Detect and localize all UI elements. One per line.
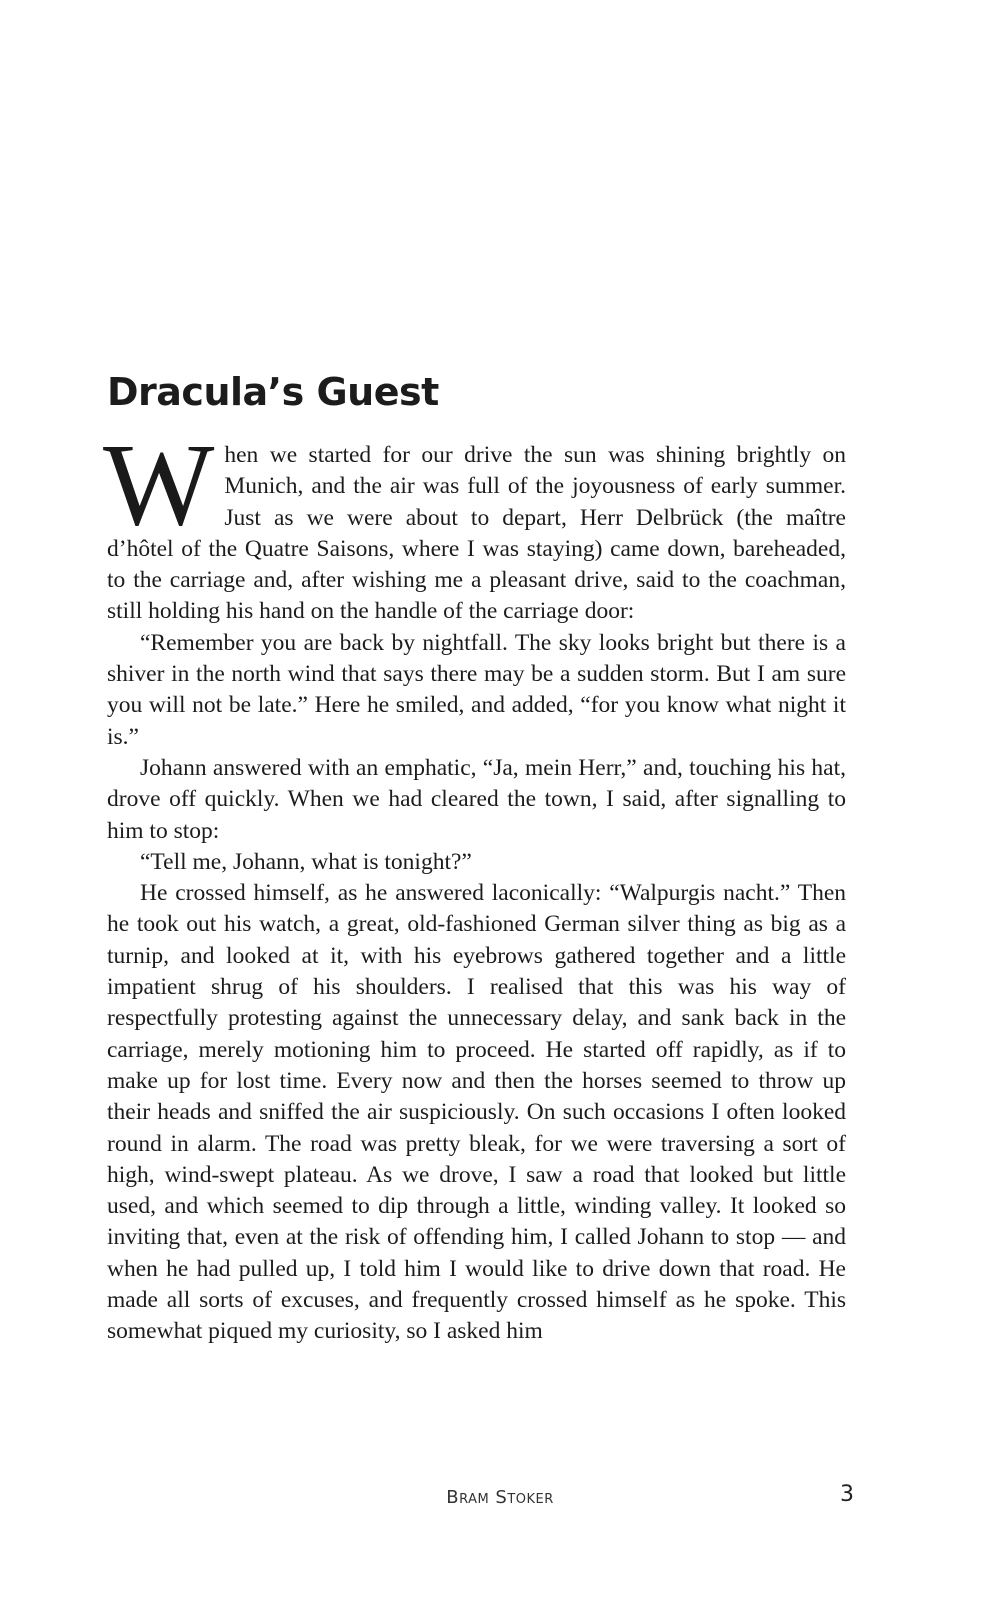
opening-paragraph-text: hen we started for our drive the sun was shining brightly on Munich, and the air was full of the joyousness of early summer. Just as we were about to depart, Herr Delbrück (the maître d’hôtel of the Quatre Saisons, where I was staying) came down, bareheaded, to the carriage and, after wishing me a pleasant drive, said to the coachman, still holding his hand on the handle of the carriage door: [107,442,846,625]
paragraph: “Tell me, Johann, what is tonight?” [140,848,472,875]
running-footer-author: Bram Stoker [446,1487,554,1508]
paragraph: “Remember you are back by nightfall. The sky looks bright but there is a shiver in the north wind that says there may be a sudden storm. But I am sure you will not be late.” Here he smiled, and added, “for you know what night it is.” [107,629,846,750]
chapter-title: Dracula’s Guest [107,370,439,414]
page-number: 3 [840,1482,854,1507]
paragraph: He crossed himself, as he answered laconically: “Walpurgis nacht.” Then he took out his watch, a great, old-fashioned German silver thing as big as a turnip, and looked at it, with his eyebrows gathered together and a little impatient shrug of his shoulders. I realised that this was his way of respectfully protesting against the unnecessary delay, and sank back in the carriage, merely motioning him to proceed. He started off rapidly, as if to make up for lost time. Every now and then the horses seemed to throw up their heads and sniffed the air suspiciously. On such occasions I often looked round in alarm. The road was pretty bleak, for we were traversing a sort of high, wind-swept plateau. As we drove, I saw a road that looked but little used, and which seemed to dip through a little, winding valley. It looked so inviting that, even at the risk of offending him, I called Johann to stop — and when he had pulled up, I told him I would like to drive down that road. He made all sorts of excuses, and frequently crossed himself as he spoke. This somewhat piqued my curiosity, so I asked him [107,880,846,1345]
paragraph: Johann answered with an emphatic, “Ja, mein Herr,” and, touching his hat, drove off quickly. When we had cleared the town, I said, after signalling to him to stop: [107,754,846,844]
opening-paragraph [103,419,846,628]
drop-cap: W [103,419,215,550]
body-text [103,419,846,1348]
